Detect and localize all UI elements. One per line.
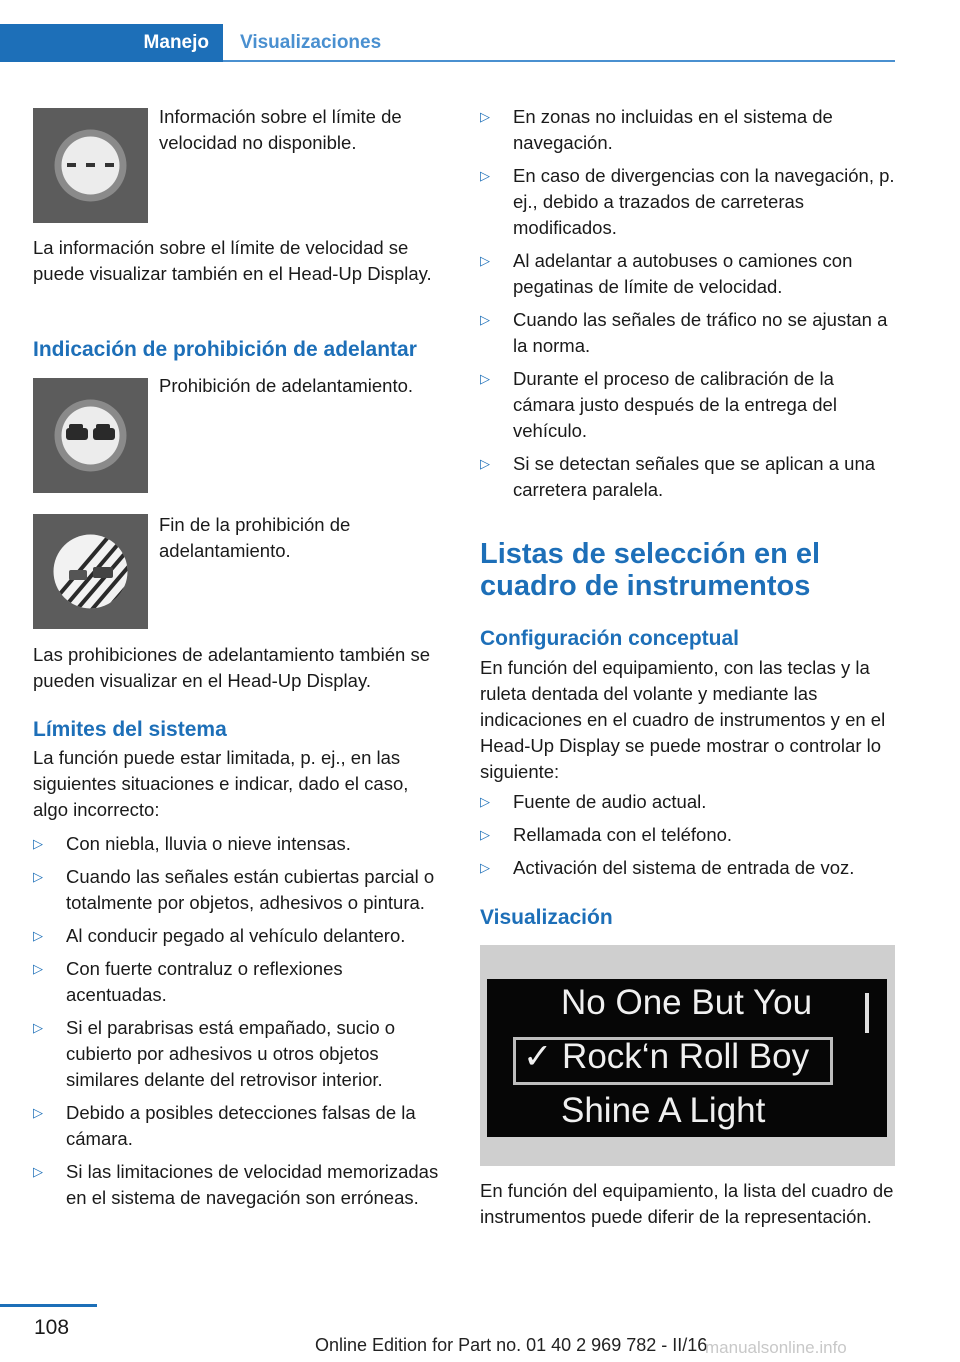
header-rule xyxy=(223,60,895,62)
display-scrollbar xyxy=(865,993,869,1033)
no-overtaking-sign xyxy=(33,378,148,493)
list-item: ▷ Con niebla, lluvia o nieve intensas. xyxy=(33,831,445,857)
list-item: ▷ Si el parabrisas está empañado, sucio o cubierto por adhesivos u otros objetos similares delante del retrovisor interior. xyxy=(33,1017,396,1090)
bullet-triangle-icon: ▷ xyxy=(33,1105,43,1120)
section-tab-manejo[interactable]: Manejo xyxy=(0,24,223,62)
list-item: ▷ Con fuerte contraluz o reflexiones acentuadas. xyxy=(33,958,343,1005)
bullet-triangle-icon: ▷ xyxy=(480,109,490,124)
limits-list xyxy=(33,831,445,1211)
bullet-triangle-icon: ▷ xyxy=(33,869,43,884)
list-item: ▷ Cuando las señales de tráfico no se ajustan a la norma. xyxy=(480,309,888,356)
bullet-triangle-icon: ▷ xyxy=(33,928,43,943)
list-item: ▷ Al adelantar a autobuses o camiones con pegatinas de límite de velocidad. xyxy=(480,250,853,297)
paragraph-hud-overtaking: Las prohibiciones de adelantamiento también se pueden visualizar en el Head-Up Display. xyxy=(33,644,430,691)
edition-footer: Online Edition for Part no. 01 40 2 969 782 - II/16 xyxy=(315,1335,708,1355)
list-item: ▷ Activación del sistema de entrada de voz. xyxy=(480,855,898,881)
bullet-triangle-icon: ▷ xyxy=(480,827,490,842)
list-item: ▷ Cuando las señales están cubiertas parcial o totalmente por objetos, adhesivos o pintura. xyxy=(33,866,435,913)
heading-overtaking: Indicación de prohibición de adelantar xyxy=(33,338,417,361)
page-header xyxy=(0,24,895,64)
page-number: 108 xyxy=(34,1316,70,1339)
heading-selection-lists: Listas de selección en el cuadro de instrumentos xyxy=(480,538,821,602)
list-item: ▷ Al conducir pegado al vehículo delantero. xyxy=(33,923,445,949)
sign2-caption: Prohibición de adelantamiento. xyxy=(159,375,414,396)
list-item: ▷ Si se detectan señales que se aplican a una carretera paralela. xyxy=(480,453,876,500)
page-number-bar xyxy=(0,1304,97,1307)
display-list-item-selected: ✓ Rock‘n Roll Boy xyxy=(523,1037,810,1076)
bullet-triangle-icon: ▷ xyxy=(480,794,490,809)
list-item: ▷ En zonas no incluidas en el sistema de navegación. xyxy=(480,106,833,153)
bullet-triangle-icon: ▷ xyxy=(33,1020,43,1035)
watermark: manualsonline.info xyxy=(705,1338,847,1357)
sign1-caption: Información sobre el límite de velocidad no disponible. xyxy=(159,106,402,153)
bullet-triangle-icon: ▷ xyxy=(480,860,490,875)
list-item: ▷ Si las limitaciones de velocidad memorizadas en el sistema de navegación son erróneas. xyxy=(33,1161,439,1208)
list-item: ▷ En caso de divergencias con la navegación, p. ej., debido a trazados de carreteras modificados. xyxy=(480,165,895,238)
heading-visualization: Visualización xyxy=(480,906,613,929)
list-item: ▷ Rellamada con el teléfono. xyxy=(480,822,898,848)
bullet-triangle-icon: ▷ xyxy=(33,1164,43,1179)
paragraph-hud-speed: La información sobre el límite de velocidad se puede visualizar también en el Head-Up Display. xyxy=(33,237,432,284)
list-item: ▷ Durante el proceso de calibración de la cámara justo después de la entrega del vehículo. xyxy=(480,368,837,441)
bullet-triangle-icon: ▷ xyxy=(480,253,490,268)
paragraph-concept: En función del equipamiento, con las teclas y la ruleta dentada del volante y mediante las indicaciones en el cuadro de instrumentos y en el Head-Up Display se puede mostrar o controlar lo siguiente: xyxy=(480,657,886,782)
display-list-item: Shine A Light xyxy=(561,1091,766,1130)
bullet-triangle-icon: ▷ xyxy=(480,312,490,327)
concept-list xyxy=(480,789,898,881)
paragraph-limits: La función puede estar limitada, p. ej., en las siguientes situaciones e indicar, dado el caso, algo incorrecto: xyxy=(33,747,409,820)
bullet-triangle-icon: ▷ xyxy=(480,456,490,471)
bullet-triangle-icon: ▷ xyxy=(480,371,490,386)
section-tab-visualizaciones[interactable]: Visualizaciones xyxy=(240,32,382,53)
bullet-triangle-icon: ▷ xyxy=(33,961,43,976)
bullet-triangle-icon: ▷ xyxy=(480,168,490,183)
instrument-cluster-display xyxy=(480,945,895,1166)
end-no-overtaking-sign xyxy=(33,514,148,629)
display-screen xyxy=(487,979,887,1137)
speed-limit-unavailable-sign xyxy=(33,108,148,223)
heading-concept: Configuración conceptual xyxy=(480,627,740,650)
list-item: ▷ Debido a posibles detecciones falsas de la cámara. xyxy=(33,1102,416,1149)
limits-list-continued xyxy=(480,104,898,503)
bullet-triangle-icon: ▷ xyxy=(33,836,43,851)
list-item: ▷ Fuente de audio actual. xyxy=(480,789,898,815)
display-list-item: No One But You xyxy=(561,983,813,1022)
heading-system-limits: Límites del sistema xyxy=(33,718,227,741)
sign3-caption: Fin de la prohibición de adelantamiento. xyxy=(159,514,351,561)
paragraph-visualization: En función del equipamiento, la lista del cuadro de instrumentos puede diferir de la representación. xyxy=(480,1180,894,1227)
